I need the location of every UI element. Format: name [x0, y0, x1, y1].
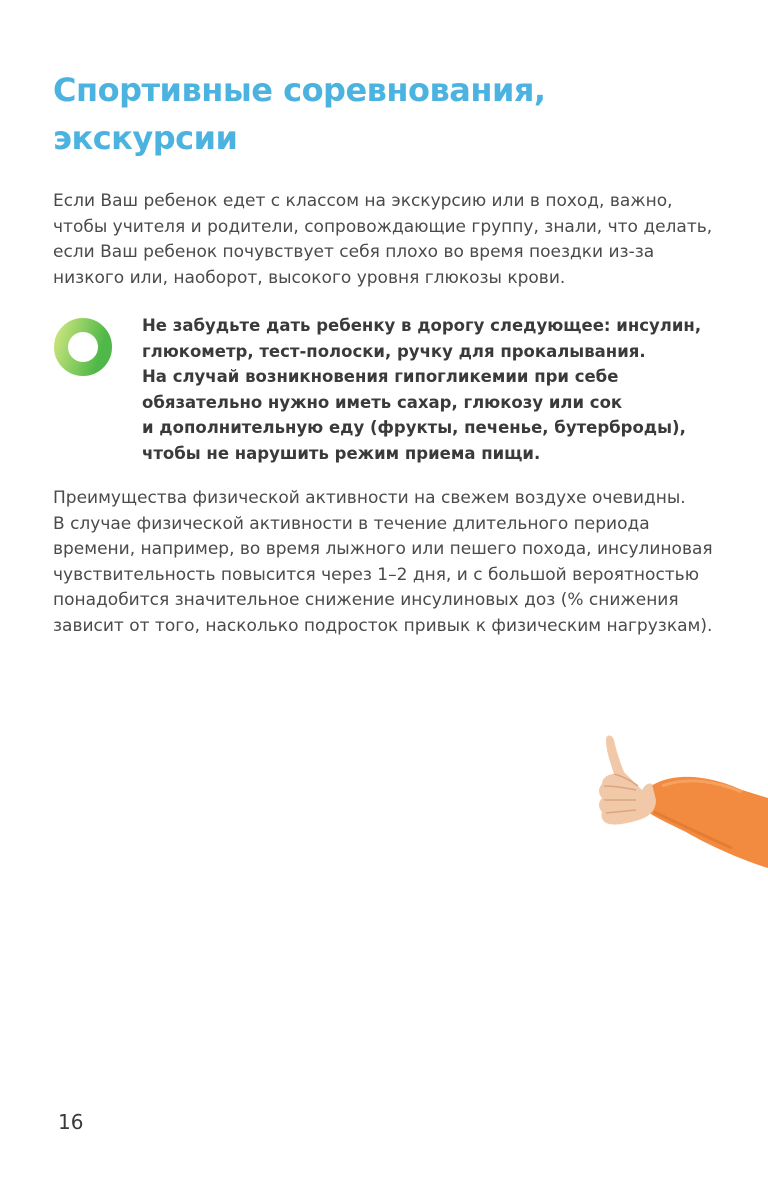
callout-line: На случай возникновения гипогликемии при себе — [142, 367, 619, 386]
callout-line: чтобы не нарушить режим приема пищи. — [142, 443, 541, 463]
callout-line: и дополнительную еду (фрукты, печенье, бутерброды), — [142, 418, 686, 437]
page-number: 16 — [58, 1110, 84, 1134]
benefits-line: понадобится значительное снижение инсулиновых доз (% снижения — [53, 590, 679, 610]
benefits-paragraph — [53, 486, 733, 639]
thumbs-up-illustration — [592, 728, 768, 876]
intro-line: низкого или, наоборот, высокого уровня глюкозы крови. — [53, 267, 566, 288]
title-line: Спортивные соревнования, — [53, 71, 546, 109]
sleeve-shape — [648, 777, 768, 868]
benefits-line: Преимущества физической активности на свежем воздухе очевидны. — [53, 488, 686, 508]
page-title — [53, 66, 733, 162]
benefits-line: зависит от того, насколько подросток привык к физическим нагрузкам). — [53, 615, 713, 636]
green-ring-icon — [53, 317, 113, 377]
benefits-line: чувствительность повысится через 1–2 дня, и с большой вероятностью — [53, 564, 700, 585]
title-line: экскурсии — [53, 119, 238, 157]
callout-line: Не забудьте дать ребенку в дорогу следующее: инсулин, — [142, 316, 702, 335]
intro-paragraph — [53, 189, 733, 291]
intro-line: чтобы учителя и родители, сопровождающие группу, знали, что делать, — [53, 216, 713, 237]
intro-line: Если Ваш ребенок едет с классом на экскурсию или в поход, важно, — [53, 191, 673, 211]
intro-line: если Ваш ребенок почувствует себя плохо во время поездки из-за — [53, 242, 655, 262]
reminder-callout — [142, 313, 742, 466]
benefits-line: В случае физической активности в течение длительного периода — [53, 513, 650, 534]
benefits-line: времени, например, во время лыжного или пешего похода, инсулиновая — [53, 539, 713, 559]
callout-line: обязательно нужно иметь сахар, глюкозу или сок — [142, 392, 623, 412]
callout-line: глюкометр, тест-полоски, ручку для прокалывания. — [142, 341, 646, 361]
